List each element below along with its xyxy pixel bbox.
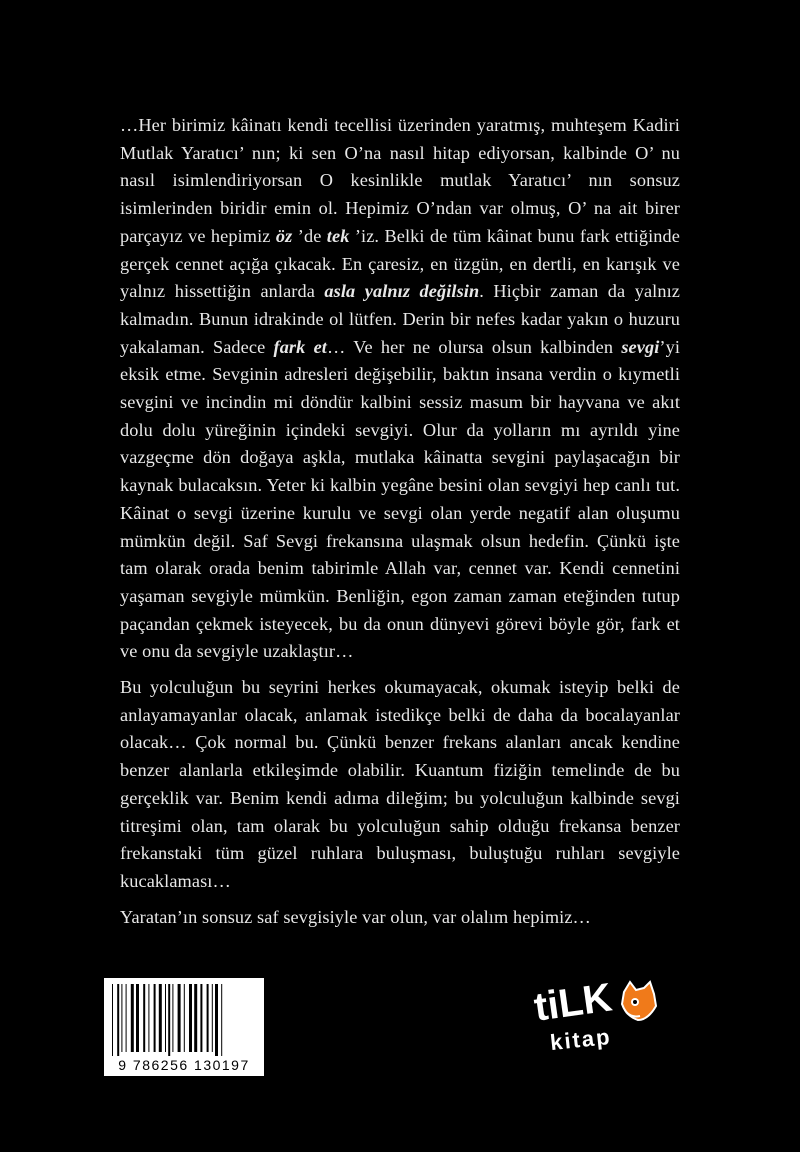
barcode-bar xyxy=(131,984,134,1052)
paragraph-2 xyxy=(120,674,680,896)
text-run: ’iz. Belki de tüm kâinat bunu fark ettiğinde gerçek cennet açığa çıkacak. En çaresiz, en üzgün, en dertli, en karışık ve yalnız hissettiğin anlarda xyxy=(120,225,680,302)
emphasized-text: sevgi xyxy=(621,336,660,357)
barcode-bar xyxy=(117,984,119,1056)
barcode-bar xyxy=(184,984,185,1052)
text-run: … Ve her ne olursa olsun kalbinden xyxy=(326,336,622,357)
barcode-bar xyxy=(189,984,192,1052)
barcode-bar xyxy=(178,984,181,1052)
paragraph-1 xyxy=(120,112,680,666)
text-run: ’de xyxy=(292,225,327,246)
emphasized-text: öz xyxy=(275,225,293,246)
barcode-bar xyxy=(215,984,218,1056)
barcode-bar xyxy=(168,984,170,1056)
barcode-bar xyxy=(143,984,145,1052)
barcode-bar xyxy=(148,984,149,1052)
barcode-bar xyxy=(200,984,202,1052)
back-cover-text xyxy=(120,112,680,939)
barcode-bars xyxy=(110,984,258,1056)
logo-word-tilk xyxy=(531,975,614,1029)
publisher-logo xyxy=(530,972,662,1054)
barcode-bar xyxy=(165,984,166,1052)
barcode-bar xyxy=(212,984,213,1052)
barcode-bar xyxy=(221,984,222,1056)
isbn-number: 9 786256 130197 xyxy=(118,1057,250,1073)
barcode-bar xyxy=(136,984,139,1052)
logo-word-kitap xyxy=(549,1024,613,1054)
emphasized-text: fark et xyxy=(273,336,327,357)
text-run: …Her birimiz kâinatı kendi tecellisi üzerinden yaratmış, muhteşem Kadiri Mutlak Yaratıcı’ nın; ki sen O’na nasıl hitap ediyorsan, kalbinde O’ nu nasıl isimlendiriyorsan O kesinlikle mutlak Yaratıcı’ nın sonsuz isimlerinden biridir emin ol. Hepimiz O’ndan var olmuş, O’ na ait birer parçayız ve hepimiz xyxy=(120,115,680,246)
text-run: Yaratan’ın sonsuz saf sevgisiyle var olun, var olalım hepimiz… xyxy=(120,906,591,927)
emphasized-text: asla yalnız değilsin xyxy=(324,281,480,302)
isbn-barcode xyxy=(104,978,264,1076)
barcode-bar xyxy=(159,984,162,1052)
barcode-bar xyxy=(154,984,156,1052)
barcode-bar xyxy=(172,984,173,1052)
logo-line2: kitap xyxy=(548,1023,613,1054)
fox-icon xyxy=(622,982,656,1020)
barcode-bar xyxy=(126,984,127,1052)
paragraph-3 xyxy=(120,904,680,932)
emphasized-text: tek xyxy=(326,225,350,246)
barcode-bar xyxy=(207,984,209,1052)
barcode-bar xyxy=(121,984,122,1052)
barcode-bar xyxy=(194,984,197,1052)
text-run: ’yi eksik etme. Sevginin adresleri değişebilir, baktın insana verdin o kıymetli sevgini ve incindin mi döndür kalbini sessiz masum bir hayvana ve akıt dolu dolu yüreğinin içindeki sevgiyi. Olur da yolların mı ayrıldı yine vazgeçme dön doğaya aşkla, mutlaka kâinatta sevgini paylaşacağın bir kaynak bulacaksın. Yeter ki kalbin yegâne besini olan sevgiyi hep canlı tut. Kâinat o sevgi üzerine kurulu ve sevgi olan yerde negatif alan oluşumu mümkün değil. Saf Sevgi frekansına ulaşmak olsun hedefin. Çünkü işte tam olarak orada benim tabirimle Allah var, cennet var. Kendi cennetini yaşaman sevgiyle mümkün. Benliğin, egon zaman zaman eteğinden tutup paçandan çekmek isteyecek, bu da onun dünyevi görevi böyle gör, fark et ve onu da sevgiyle uzaklaştır… xyxy=(120,336,680,662)
barcode-bar xyxy=(112,984,113,1056)
text-run: Bu yolculuğun bu seyrini herkes okumayacak, okumak isteyip belki de anlayamayanlar olacak, anlamak istedikçe belki de daha da bocalayanlar olacak… Çok normal bu. Çünkü benzer frekans alanları ancak kendine benzer alanlarla etkileşimde olabilir. Kuantum fiziğin temelinde de bu gerçeklik var. Benim kendi adıma dileğim; bu yolculuğun kalbinde sevgi titreşimi olan, tam olarak bu yolculuğun sahip olduğu frekansa benzer frekanstaki tüm güzel ruhlara buluşması, buluştuğu ruhları sevgiyle kucaklaması… xyxy=(120,677,680,891)
text-run: . Hiçbir zaman da yalnız kalmadın. Bunun idrakinde ol lütfen. Derin bir nefes kadar yakın o huzuru yakalaman. Sadece xyxy=(120,281,680,357)
logo-line1: tiLK xyxy=(531,975,615,1030)
